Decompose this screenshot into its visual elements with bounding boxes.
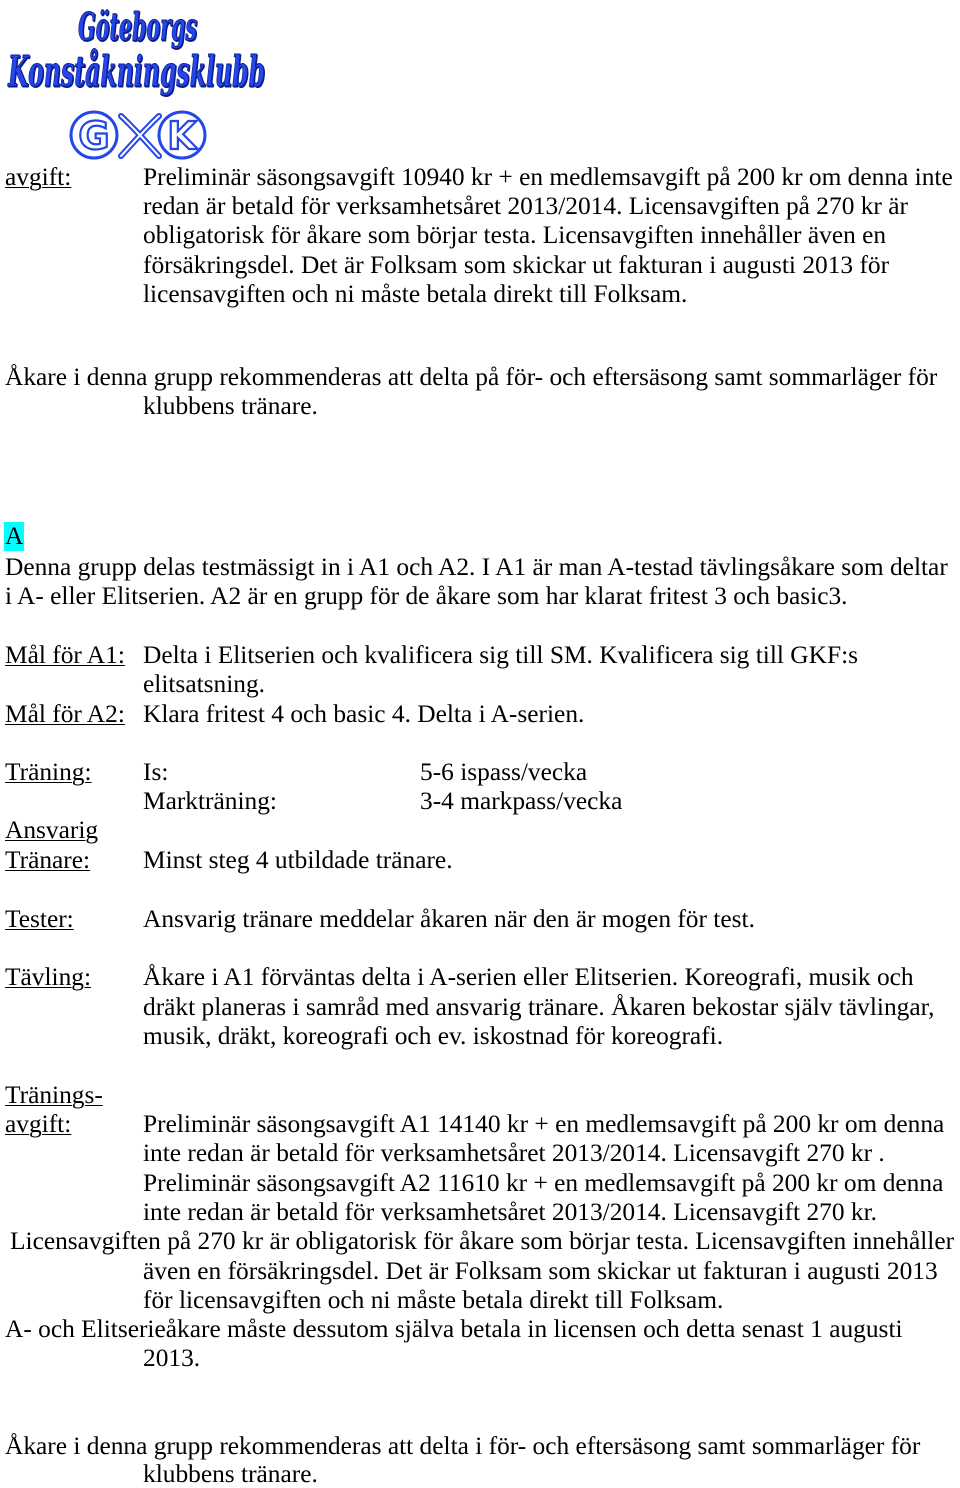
competition-line: musik, dräkt, koreografi och ev. iskostnad för koreografi. <box>143 1022 724 1050</box>
fee-line: försäkringsdel. Det är Folksam som skickar ut fakturan i augusti 2013 för <box>143 251 890 279</box>
document-line <box>0 758 960 786</box>
coach-text: Minst steg 4 utbildade tränare. <box>143 846 453 874</box>
license-line: för licensavgiften och ni måste betala direkt till Folksam. <box>143 1286 724 1314</box>
document-line <box>0 363 960 391</box>
tests-label: Tester: <box>5 905 74 933</box>
competition-label: Tävling: <box>5 963 92 991</box>
coach-label: Tränare: <box>5 846 91 874</box>
crossed-skates-icon <box>121 116 159 156</box>
training-amount: 3-4 markpass/vecka <box>420 787 623 815</box>
document-line <box>0 1227 960 1255</box>
document-line <box>0 251 960 279</box>
training-fee-line: inte redan är betald för verksamhetsåret 2013/2014. Licensavgift 270 kr. <box>143 1198 877 1226</box>
training-amount: 5-6 ispass/vecka <box>420 758 588 786</box>
goal-a1-line: Delta i Elitserien och kvalificera sig till SM. Kvalificera sig till GKF:s <box>143 641 859 669</box>
recommendation-line: klubbens tränare. <box>143 392 318 420</box>
recommendation-line: Åkare i denna grupp rekommenderas att delta på för- och eftersäsong samt sommarläger för <box>5 363 938 391</box>
fee-line: licensavgiften och ni måste betala direkt till Folksam. <box>143 280 688 308</box>
document-line <box>0 670 960 698</box>
document-line <box>0 846 960 874</box>
document-line <box>0 641 960 669</box>
fee-line: redan är betald för verksamhetsåret 2013/2014. Licensavgiften på 270 kr är <box>143 192 908 220</box>
document-line <box>0 1344 960 1372</box>
fee-label: avgift: <box>5 163 72 191</box>
document-line <box>0 163 960 191</box>
training-fee-line: Preliminär säsongsavgift A1 14140 kr + en medlemsavgift på 200 kr om denna <box>143 1110 945 1138</box>
emblem-left-letter: G <box>78 114 110 158</box>
closing-recommendation-line: klubbens tränare. <box>143 1460 318 1488</box>
closing-recommendation-line: Åkare i denna grupp rekommenderas att delta i för- och eftersäsong samt sommarläger för <box>5 1432 921 1460</box>
document-line <box>0 553 960 581</box>
document-line <box>0 221 960 249</box>
competition-line: dräkt planeras i samråd med ansvarig tränare. Åkaren bekostar själv tävlingar, <box>143 993 935 1021</box>
competition-line: Åkare i A1 förväntas delta i A-serien eller Elitserien. Koreografi, musik och <box>143 963 914 991</box>
goal-a1-line: elitsatsning. <box>143 670 266 698</box>
document-line <box>0 522 960 551</box>
document-line <box>0 1022 960 1050</box>
training-fee-label: avgift: <box>5 1110 72 1138</box>
document-line <box>0 1432 960 1460</box>
document-line <box>0 1081 960 1109</box>
elite-license-line: A- och Elitserieåkare måste dessutom själva betala in licensen och detta senast 1 augusti <box>5 1315 903 1343</box>
logo-script-line1: Göteborgs <box>78 4 197 49</box>
document-line <box>0 905 960 933</box>
club-logo <box>0 0 280 165</box>
gkk-emblem <box>71 112 205 158</box>
fee-line: Preliminär säsongsavgift 10940 kr + en medlemsavgift på 200 kr om denna inte <box>143 163 953 191</box>
training-fee-label: Tränings- <box>5 1081 103 1109</box>
goal-a2-label: Mål för A2: <box>5 700 125 728</box>
group-heading: A <box>5 522 24 550</box>
goal-a1-label: Mål för A1: <box>5 641 125 669</box>
document-line <box>0 1286 960 1314</box>
logo-script-line2: Konståkningsklubb <box>7 47 266 96</box>
document-line <box>0 1139 960 1167</box>
group-description-line: i A- eller Elitserien. A2 är en grupp för de åkare som har klarat fritest 3 och basic3. <box>5 582 848 610</box>
document-line <box>0 787 960 815</box>
elite-license-line: 2013. <box>143 1344 201 1372</box>
document-line <box>0 1315 960 1343</box>
training-fee-line: inte redan är betald för verksamhetsåret 2013/2014. Licensavgift 270 kr . <box>143 1139 885 1167</box>
document-line <box>0 1169 960 1197</box>
training-label: Träning: <box>5 758 92 786</box>
document-line <box>0 1257 960 1285</box>
fee-line: obligatorisk för åkare som börjar testa. Licensavgiften innehåller även en <box>143 221 887 249</box>
document-line <box>0 1460 960 1488</box>
license-line: Licensavgiften på 270 kr är obligatorisk för åkare som börjar testa. Licensavgiften innehåller <box>10 1227 955 1255</box>
emblem-right-letter: K <box>167 114 197 158</box>
training-fee-line: Preliminär säsongsavgift A2 11610 kr + en medlemsavgift på 200 kr om denna <box>143 1169 944 1197</box>
document-line <box>0 1198 960 1226</box>
license-line: även en försäkringsdel. Det är Folksam som skickar ut fakturan i augusti 2013 <box>143 1257 938 1285</box>
goal-a2-line: Klara fritest 4 och basic 4. Delta i A-serien. <box>143 700 585 728</box>
coach-label: Ansvarig <box>5 816 99 844</box>
group-description-line: Denna grupp delas testmässigt in i A1 och A2. I A1 är man A-testad tävlingsåkare som deltar <box>5 553 948 581</box>
document-line <box>0 700 960 728</box>
document-line <box>0 582 960 610</box>
training-type: Markträning: <box>143 787 277 815</box>
document-line <box>0 392 960 420</box>
document-line <box>0 816 960 844</box>
document-line <box>0 192 960 220</box>
document-line <box>0 993 960 1021</box>
training-type: Is: <box>143 758 169 786</box>
document-line <box>0 280 960 308</box>
tests-text: Ansvarig tränare meddelar åkaren när den är mogen för test. <box>143 905 755 933</box>
document-line <box>0 1110 960 1138</box>
document-line <box>0 963 960 991</box>
